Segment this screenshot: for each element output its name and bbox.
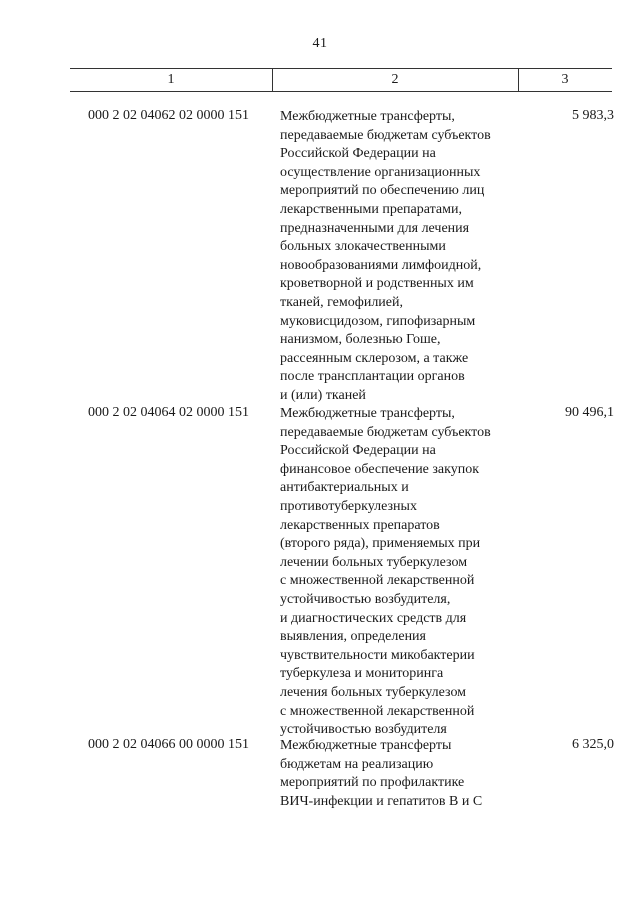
description-line: финансовое обеспечение закупок	[280, 461, 480, 477]
column-header-2: 2	[272, 69, 519, 91]
budget-code: 000 2 02 04066 00 0000 151	[88, 737, 249, 752]
column-header-1: 1	[70, 69, 273, 91]
description-line: передаваемые бюджетам субъектов	[280, 424, 491, 440]
description-line: бюджетам на реализацию	[280, 756, 434, 772]
row-description	[280, 405, 520, 740]
description-line: с множественной лекарственной	[280, 573, 475, 589]
description-line: передаваемые бюджетам субъектов	[280, 127, 491, 143]
description-line: выявления, определения	[280, 629, 426, 645]
description-line: (второго ряда), применяемых при	[280, 536, 481, 552]
description-line: предназначенными для лечения	[280, 220, 470, 236]
description-line: тканей, гемофилией,	[280, 294, 403, 310]
description-line: лечения больных туберкулезом	[280, 684, 467, 700]
description-line: туберкулеза и мониторинга	[280, 666, 444, 682]
description-line: ВИЧ-инфекции и гепатитов B и C	[280, 793, 483, 809]
page-number: 41	[312, 36, 328, 51]
description-line: устойчивостью возбудителя,	[280, 591, 451, 607]
description-line: и диагностических средств для	[280, 610, 467, 626]
description-line: больных злокачественными	[280, 239, 446, 255]
row-amount: 90 496,1	[565, 405, 614, 420]
description-line: чувствительности микобактерии	[280, 647, 475, 663]
description-line: лекарственных препаратов	[280, 517, 440, 533]
description-line: Российской Федерации на	[280, 443, 436, 459]
budget-code: 000 2 02 04064 02 0000 151	[88, 405, 249, 420]
row-amount: 5 983,3	[572, 108, 614, 123]
description-line: антибактериальных и	[280, 480, 409, 496]
description-line: лекарственными препаратами,	[280, 201, 462, 217]
description-line: мероприятий по обеспечению лиц	[280, 183, 485, 199]
description-line: Российской Федерации на	[280, 146, 436, 162]
description-line: и (или) тканей	[280, 387, 366, 403]
row-description	[280, 737, 520, 811]
table-header	[70, 68, 612, 92]
budget-code: 000 2 02 04062 02 0000 151	[88, 108, 249, 123]
description-line: новообразованиями лимфоидной,	[280, 257, 482, 273]
description-line: после трансплантации органов	[280, 369, 465, 385]
description-line: муковисцидозом, гипофизарным	[280, 313, 476, 329]
description-line: Межбюджетные трансферты	[280, 738, 452, 753]
description-line: осуществление организационных	[280, 164, 481, 180]
description-line: Межбюджетные трансферты,	[280, 406, 455, 421]
description-line: лечении больных туберкулезом	[280, 554, 468, 570]
row-description	[280, 108, 520, 406]
description-line: с множественной лекарственной	[280, 703, 475, 719]
description-line: противотуберкулезных	[280, 498, 417, 514]
description-line: нанизмом, болезнью Гоше,	[280, 332, 441, 348]
description-line: кроветворной и родственных им	[280, 276, 474, 292]
column-header-3: 3	[561, 72, 569, 87]
description-line: Межбюджетные трансферты,	[280, 109, 455, 124]
description-line: мероприятий по профилактике	[280, 775, 465, 791]
description-line: рассеянным склерозом, а также	[280, 350, 469, 366]
description-line: устойчивостью возбудителя	[280, 722, 447, 738]
row-amount: 6 325,0	[572, 737, 614, 752]
